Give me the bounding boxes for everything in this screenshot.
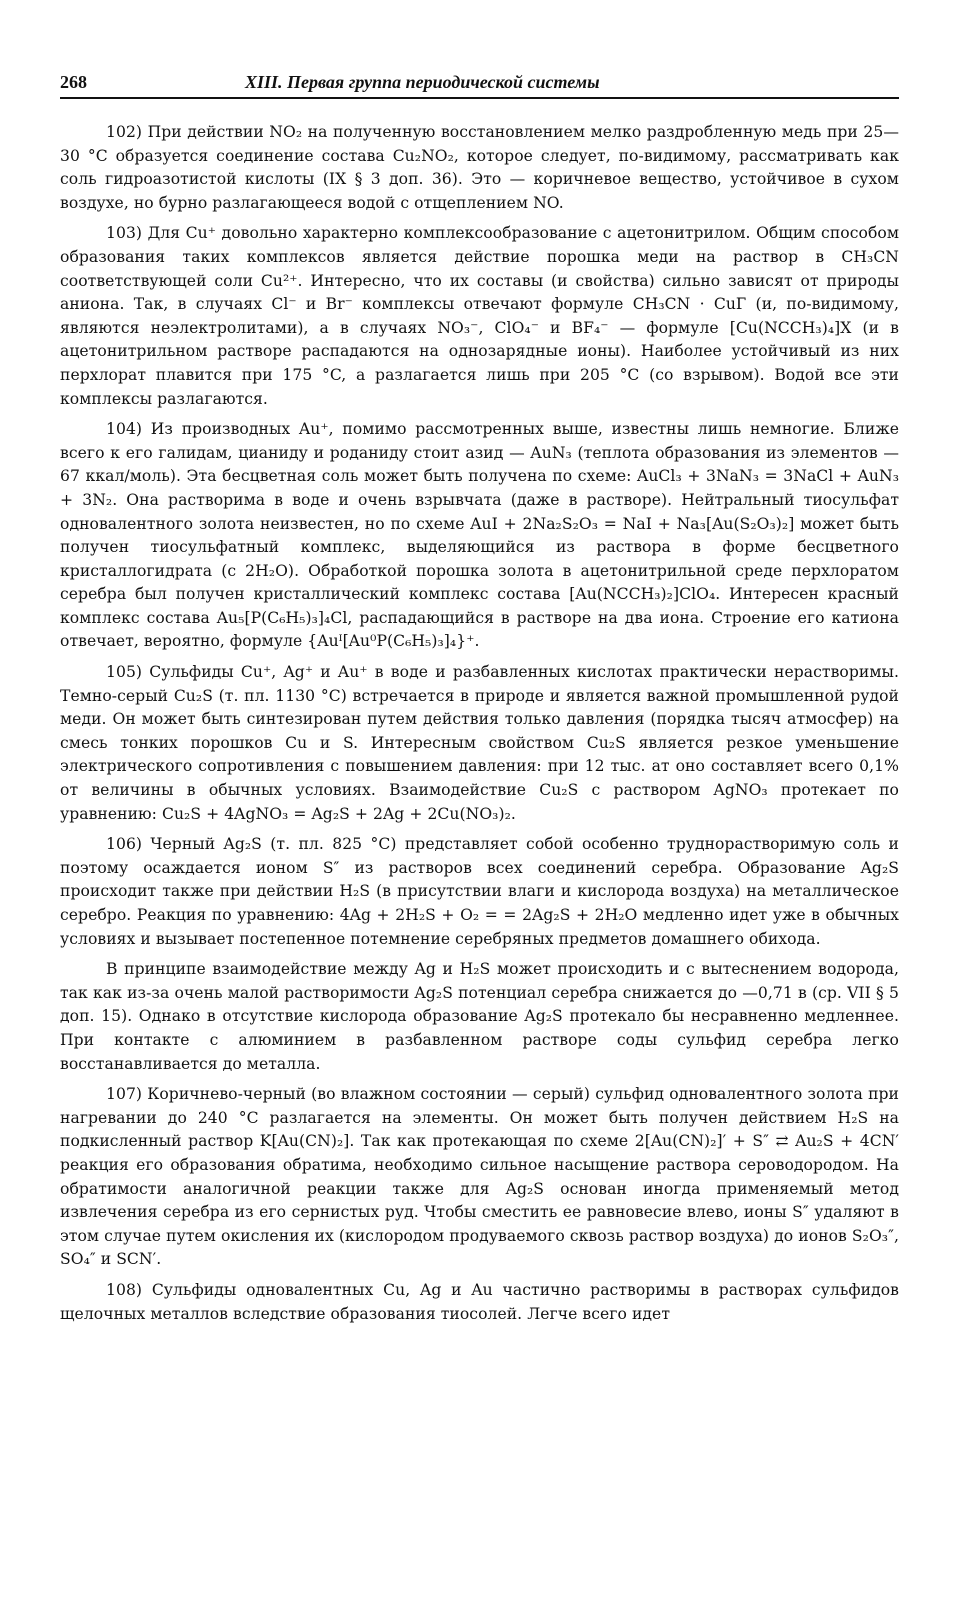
- paragraph-106: 106) Черный Ag₂S (т. пл. 825 °C) представляет собой особенно труднорастворимую соль и поэтому осаждается ионом S″ из растворов всех соединений серебра. Образование Ag₂S происходит также при действии H₂S (в присутствии влаги и кислорода воздуха) на металлическое серебро. Реакция по уравнению: 4Ag + 2H₂S + O₂ = = 2Ag₂S + 2H₂O медленно идет уже в обычных условиях и вызывает постепенное потемнение серебряных предметов домашнего обихода.: [60, 835, 899, 948]
- paragraph-108: 108) Сульфиды одновалентных Cu, Ag и Au частично растворимы в растворах сульфидов щелочных металлов вследствие образования тиосолей. Легче всего идет: [60, 1280, 899, 1323]
- page-header: [60, 72, 899, 99]
- paragraph-105: 105) Сульфиды Cu⁺, Ag⁺ и Au⁺ в воде и разбавленных кислотах практически нерастворимы. Темно-серый Cu₂S (т. пл. 1130 °C) встречается в природе и является важной промышленной рудой меди. Он может быть синтезирован путем действия только давления (порядка тысяч атмосфер) на смесь тонких порошков Cu и S. Интересным свойством Cu₂S является резкое уменьшение электрического сопротивления с повышением давления: при 12 тыс. ат оно составляет всего 0,1% от величины в обычных условиях. Взаимодействие Cu₂S с раствором AgNO₃ протекает по уравнению: Cu₂S + 4AgNO₃ = Ag₂S + 2Ag + 2Cu(NO₃)₂.: [60, 663, 899, 823]
- page-body: [60, 121, 899, 1326]
- paragraph-102: 102) При действии NO₂ на полученную восстановлением мелко раздробленную медь при 25—30 °C образуется соединение состава Cu₂NO₂, которое следует, по-видимому, рассматривать как соль гидроазотистой кислоты (IX § 3 доп. 36). Это — коричневое вещество, устойчивое в сухом воздухе, но бурно разлагающееся водой с отщеплением NO.: [60, 123, 899, 212]
- paragraph-103: 103) Для Cu⁺ довольно характерно комплексообразование с ацетонитрилом. Общим способом образования таких комплексов является действие порошка меди на раствор в CH₃CN соответствующей соли Cu²⁺. Интересно, что их составы (и свойства) сильно зависят от природы аниона. Так, в случаях Cl⁻ и Br⁻ комплексы отвечают формуле CH₃CN · CuГ (и, по-видимому, являются неэлектролитами), а в случаях NO₃⁻, ClO₄⁻ и BF₄⁻ — формуле [Cu(NCCH₃)₄]X (и в ацетонитрильном растворе распадаются на однозарядные ионы). Наиболее устойчивый из них перхлорат плавится при 175 °C, а разлагается лишь при 205 °C (со взрывом). Водой все эти комплексы разлагаются.: [60, 224, 899, 408]
- running-title: XIII. Первая группа периодической системы: [245, 72, 600, 92]
- paragraph-106-continued: В принципе взаимодействие между Ag и H₂S может происходить и с вытеснением водорода, так как из-за очень малой растворимости Ag₂S потенциал серебра снижается до —0,71 в (ср. VII § 5 доп. 15). Однако в отсутствие кислорода образование Ag₂S протекало бы несравненно медленнее. При контакте с алюминием в разбавленном растворе соды сульфид серебра легко восстанавливается до металла.: [60, 960, 899, 1073]
- paragraph-104: 104) Из производных Au⁺, помимо рассмотренных выше, известны лишь немногие. Ближе всего к его галидам, цианиду и роданиду стоит азид — AuN₃ (теплота образования из элементов —67 ккал/моль). Эта бесцветная соль может быть получена по схеме: AuCl₃ + 3NaN₃ = 3NaCl + AuN₃ + 3N₂. Она растворима в воде и очень взрывчата (даже в растворе). Нейтральный тиосульфат одновалентного золота неизвестен, но по схеме AuI + 2Na₂S₂O₃ = NaI + Na₃[Au(S₂O₃)₂] может быть получен тиосульфатный комплекс, выделяющийся из раствора в форме бесцветного кристаллогидрата (с 2H₂O). Обработкой порошка золота в ацетонитрильной среде перхлоратом серебра был получен кристаллический комплекс состава [Au(NCCH₃)₂]ClO₄. Интересен красный комплекс состава Au₅[P(C₆H₅)₃]₄Cl, распадающийся в растворе на два иона. Строение его катиона отвечает, вероятно, формуле {Auᴵ[Au⁰P(C₆H₅)₃]₄}⁺.: [60, 420, 899, 651]
- paragraph-107: 107) Коричнево-черный (во влажном состоянии — серый) сульфид одновалентного золота при нагревании до 240 °C разлагается на элементы. Он может быть получен действием H₂S на подкисленный раствор K[Au(CN)₂]. Так как протекающая по схеме 2[Au(CN)₂]′ + S″ ⇄ Au₂S + 4CN′ реакция его образования обратима, необходимо сильное насыщение раствора сероводородом. На обратимости аналогичной реакции также для Ag₂S основан иногда применяемый метод извлечения серебра из его сернистых руд. Чтобы сместить ее равновесие влево, ионы S″ удаляют в этом случае путем окисления их (кислородом продуваемого сквозь раствор воздуха) до ионов S₂O₃″, SO₄″ и SCN′.: [60, 1085, 899, 1269]
- page-number: 268: [60, 72, 87, 92]
